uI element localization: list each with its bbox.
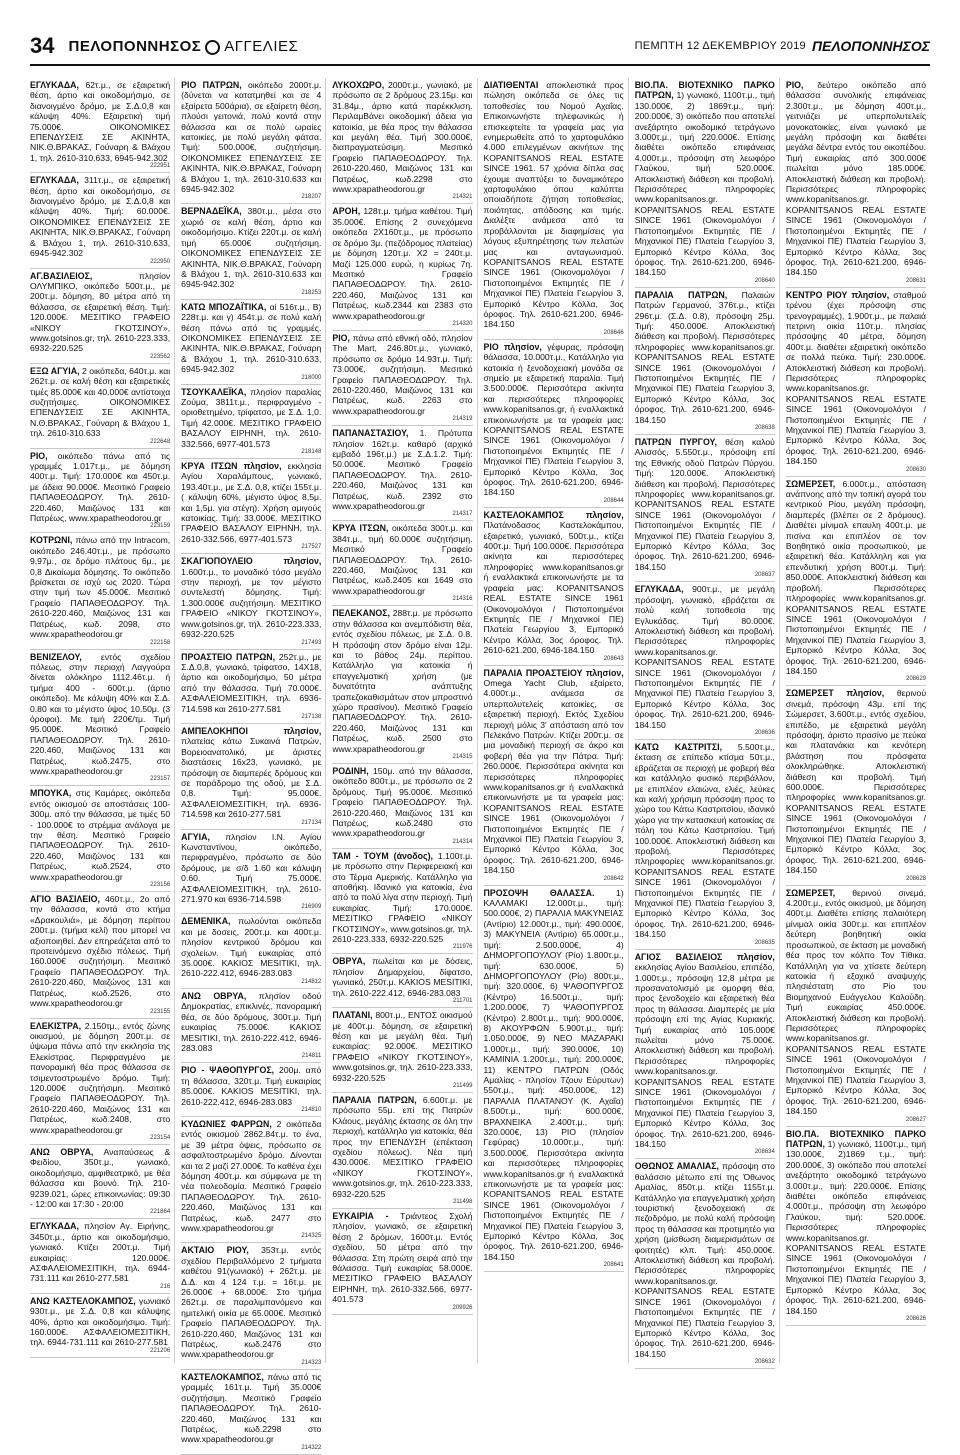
ad-code: 214315 xyxy=(452,753,473,760)
ad-body: πάνω από εθνική οδό, πλησίον The Mart, 246.80τ.μ., γωνιακό, πρόσωπο σε δρόμο 14.93τ.μ. Τιμή: 73.000€, συζητήσιμη. Μεσιτικό Γραφείο ΠΑΠΑΘΕΟΔΩΡΟΥ. Τηλ. 2610-220.460, Μαιζώνος 131 και Πατρέως, κωδ. 2263 στο www.xpapatheodorou.gr xyxy=(332,332,473,416)
ad-body: 6.000τ.μ., απόσταση ανάπνοης από την τοπική αγορά του κεντρικού Ρίου, μεγάλη πρόσοψη, διαμπερές (βλέπει σε 2 δρόμους). Διαθέτει μίνιμαλ επαυλη 400τ.μ. με πισίνα και επιπλέον σε τον Βοηθητικό οικία προσωπικού, με εξαιρετική θέα. Κατάλληλη και για επενδυτική χρήση 800τ.μ. Τιμή: 850.000€. Αποκλειστική διάθεση και προβολή. Περισσότερες πληροφορίες www.kopanitsanos.gr. KOPANITSANOS REAL ESTATE SINCE 1961 (Οικονομολόγοι / Πιστοποιημένοι Εκτιμητές ΠΕ / Μηχανικοί ΠΕ) Πλατεία Γεωργίου 3, Εμπορικό Κέντρο Κόλλα, 3ος όροφος. Τηλ. 2610-621.200, 6946-184.150 xyxy=(785,478,927,676)
ad-title: ΟΘΩΝΟΣ ΑΜΑΛΙΑΣ, xyxy=(634,1161,720,1172)
ad-body: 460τ.μ., 2ο από την θάλασσα, κοντά στο κτήμα «Δρακουλιά», με δόμηση περίπου 200τ.μ. (τμήμα κελί) που μπορεί να αξιοποιηθεί. Δεν επηρεάζεται από το προτεινόμενο σχέδιο πόλεως. Τιμή 160.000€ συζητήσιμη. Μεσιτικό Γραφείο ΠΑΠΑΘΕΟΔΩΡΟΥ. Τηλ. 2610-220.460, Μαιζώνος 131 και Πατρέως, κωδ.2526, στο www.xpapatheodorou.gr xyxy=(30,894,171,1009)
classified-ad xyxy=(181,204,321,299)
ad-title: ΑΓΙΟΣ ΒΑΣΙΛΕΙΟΣ πλησίον, xyxy=(634,951,775,962)
ad-title: ΡΙΟ, xyxy=(785,80,804,90)
classified-ad xyxy=(484,886,624,1273)
ad-title: ΠΡΟΑΣΤΕΙΟ ΠΑΤΡΩΝ, xyxy=(181,651,276,662)
ad-code: 208628 xyxy=(906,875,927,882)
ad-code: 214322 xyxy=(301,1444,322,1451)
ad-code: 208644 xyxy=(603,497,624,504)
ad-title: ΕΛΕΚΙΣΤΡΑ, xyxy=(30,1020,82,1031)
ad-code: 211701 xyxy=(452,998,473,1005)
newspaper-brand-right: ΠΕΛΟΠΟΝΝΗΣΟΣ xyxy=(811,38,930,54)
ad-title: ΚΥΔΩΝΙΕΣ ΦΑΡΡΩΝ, xyxy=(181,1118,272,1129)
ad-code: 211498 xyxy=(452,1199,473,1205)
ad-body: οικόπεδο 2000τ.μ. (δύνεται να κατατμηθεί και σε 4 εξαίρετα 500άρια), σε εξαίρετη θέση, πλούσι γειτονιά, πολύ κοντά στην θάλασσα και σε πολύ ωραίες κατοικίες, με πολύ μεγάλη φάτσα. Τιμή: 500.000€, συζητήσιμη. ΟΙΚΟΝΟΜΙΚΕΣ ΕΠΕΝΔΥΣΕΙΣ ΣΕ ΑΚΙΝΗΤΑ, ΝΙΚ.Θ.ΒΡΑΚΑΣ, Γούναρη & Βλάχου 1, τηλ. 2610-310.633 και 6945-942.302 xyxy=(181,80,322,195)
ad-code: 208634 xyxy=(754,1149,775,1156)
ad-body: Omega Yacht Club, εξαίρετο, 4.000τ.μ., ανάμεσα σε υπερπολυτελείς κατοικίες, σε εξαιρετική περιοχή. Εκτός Σχεδίου περιοχή μόλις 3' απόσταση από τον Πελεκάνο Πατρών. Κτίζει 200τ.μ. σε μια μοναδική περιοχή σε άκρο και φοβερή θέα για την Πάτρα. Τιμή: 260.000€. Περισσότερα ακίνητα και περισσότερες πληροφορίες www.kopanitsanos.gr ή εναλλακτικά επικοινωνήστε με τα γραφεία μας: KOPANITSANOS REAL ESTATE SINCE 1961 (Οικονομολόγοι / Πιστοποιημένοι Εκτιμητές ΠΕ / Μηχανικοί ΠΕ) Πλατεία Γεωργίου 3, Εμπορικό Κέντρο Κόλλα, 3ος όροφος. Τηλ. 2610-621.200, 6946-184.150 xyxy=(483,677,624,876)
ad-body: στις Καμάρες, οικόπεδα εντός οικισμού σε αποστάσεις 100-300μ. από την θάλασσα, με τιμές 50 - 100.000€ το στρέμμα ανάλογα με την θέση. Μεσιτικό Γραφείο ΠΑΠΑΘΕΟΔΩΡΟΥ. Τηλ. 2610-220.460, Μαιζώνος 131 και Πατρέως, κωδ.2524, στο www.xpapatheodorou.gr xyxy=(30,788,171,882)
ad-title: ΛΥΚΟΧΩΡΟ, xyxy=(332,80,385,90)
ad-title: ΑΝΩ ΚΑΣΤΕΛΟΚΑΜΠΟΣ, xyxy=(30,1295,136,1306)
ad-title: ΔΙΑΤΙΘΕΝΤΑΙ xyxy=(483,80,539,90)
ad-body: θέση καλού Αλισσός, 5.550τ.μ., πρόσοψη επί της Εθνικής οδού Πατρών Πύργου. Τιμή: 120.000€. Αποκλειστική διάθεση και προβολή. Περισσότερες πληροφορίες www.kopanitsanos.gr. KOPANITSANOS REAL ESTATE SINCE 1961 (Οικονομολόγοι / Πιστοποιημένοι Εκτιμητές ΠΕ / Μηχανικοί ΠΕ) Πλατεία Γεωργίου 3, Εμπορικό Κέντρο Κόλλα, 3ος όροφος. Τηλ. 2610-621.200, 6946-184.150 xyxy=(634,437,775,572)
ad-body: 1) γωνιακό, 1100τ.μ., τιμή 130.000€, 2) 1869τ.μ., τιμή: 200.000€, 3) οικόπεδο που αποτελεί ανεξάρτητο οικοδομικό τετράγωνο 3.000τ.μ., τιμή 220.000€. Επίσης διαθέτει οικόπεδο επιφάνειας 4.000τ.μ., πρόσοψη στη λεωφόρο Γλαύκου, τιμή 520.000€. Αποκλειστική διάθεση και προβολή. Περισσότερες πληροφορίες www.kopanitsanos.gr. KOPANITSANOS REAL ESTATE SINCE 1961 (Οικονομολόγοι / Πιστοποιημένοι Εκτιμητές ΠΕ / Μηχανικοί ΠΕ) Πλατεία Γεωργίου 3, Εμπορικό Κέντρο Κόλλα, 3ος όροφος. Τηλ. 2610-621.200, 6946-184.150 xyxy=(634,90,775,278)
classified-ad xyxy=(30,173,170,268)
ad-code: 208635 xyxy=(754,939,775,946)
classified-ad xyxy=(30,1145,170,1219)
ad-code: 208642 xyxy=(603,875,624,882)
ad-code: 214314 xyxy=(452,838,473,845)
ad-title: ΠΑΡΑΛΙΑ ΠΡΟΑΣΤΕΙΟΥ πλησίον, xyxy=(483,667,624,678)
ad-code: 214316 xyxy=(452,596,473,603)
ad-title: ΔΕΜΕΝΙΚΑ, xyxy=(181,916,231,927)
ad-body: 6.600τ.μ. με πρόσωπο 55μ. επί της Πατρών Κλάους, μεγάλης έκτασης σε όλη την περιοχή, κατάλληλο για κατοικία, θέα προς την ΕΠΕΝΔΥΣΗ (επέκταση σχεδίου πόλεως). Νέα τιμή 430.000€. ΜΕΣΙΤΙΚΟ ΓΡΑΦΕΙΟ «ΝΙΚΟΥ ΓΚΟΤΣΙΝΟΥ», www.gotsinos.gr, τηλ. 2610-223.333, 6932-220.525 xyxy=(332,1094,473,1199)
ad-title: ΒΙΟ.ΠΑ. ΒΙΟΤΕΧΝΙΚΟ ΠΑΡΚΟ ΠΑΤΡΩΝ, xyxy=(785,1128,927,1149)
classified-ad xyxy=(181,1117,321,1243)
ad-title: ΡΙΟ ΠΑΤΡΩΝ, xyxy=(181,80,242,90)
classified-ad xyxy=(30,78,170,173)
ad-body: 2000τ.μ., γωνιακό, με πρόσωπο σε 2 δρόμους 23.15μ. και 31.84μ., άρτιο κατά παρέκκλιση. ΠεριλαμΒάνει οικοδομική άδεια για κατοικία, με θέα προς την θάλασσα και μεγάλη θέα. Τιμή 300.000€, διαπραγματεύσιμη. Μεσιτικό Γραφείο ΠΑΠΑΘΕΟΔΩΡΟΥ. Τηλ. 2610-220.460, Μαιζώνος 131 και Πατρέως, κωδ.2298 στο www.xpapatheodorou.gr xyxy=(332,80,473,195)
classified-ad xyxy=(635,288,775,435)
ad-body: 900τ.μ., με μεγάλη πρόσοψη, γωνιακό, εβράζεται σε πολύ καλή τοποθεσία της Εγλυκάδας. Τιμή 80.000€. Αποκλειστική διάθεση και προβολή. Περισσότερες πληροφορίες www.kopanitsanos.gr. KOPANITSANOS REAL ESTATE SINCE 1961 (Οικονομολόγοι / Πιστοποιημένοι Εκτιμητές ΠΕ / Μηχανικοί ΠΕ) Πλατεία Γεωργίου 3, Εμπορικό Κέντρο Κόλλα, 3ος όροφος. Τηλ. 2610-621.200, 6946-184.150 xyxy=(634,584,775,730)
classified-ad xyxy=(181,459,321,554)
ad-code: 214811 xyxy=(301,1053,322,1060)
ad-body: 150μ. από την θάλασσα, οικόπεδο 800τ.μ., με πρόσωπο σε 2 δρόμους. Τιμή 95.000€. Μεσιτικό Γραφείο ΠΑΠΑΘΕΟΔΩΡΟΥ. Τηλ. 2610-220.460, Μαιζώνος 131 και Πατρέως, κωδ.2480 στο www.xpapatheodorou.gr xyxy=(332,765,473,839)
ad-code: 222950 xyxy=(150,258,171,265)
ad-code: 211976 xyxy=(452,944,473,951)
ad-body: δεύτερο οικόπεδο από θάλασσα συνολικής επιφάνειας 2.300τ.μ., με δόμηση 400τ.μ., γειτνιάζει με υπερπολυτελείς μονοκατοικίες, είναι γωνιακό με μεγάλη πρόσοψη και διαθέτει μεγάλα δέντρα εντός του οικοπέδου. Τιμή ευκαιρίας από 300.000€ πωλείται μόνο 185.000€. Αποκλειστική διάθεση και προβολή. Περισσότερες πληροφορίες www.kopanitsanos.gr. KOPANITSANOS REAL ESTATE SINCE 1961 (Οικονομολόγοι / Πιστοποιημένοι Εκτιμητές ΠΕ / Μηχανικοί ΠΕ) Πλατεία Γεωργίου 3, Εμπορικό Κέντρο Κόλλα, 3ος όροφος. Τηλ. 2610-621.200, 6946-184.150 xyxy=(785,80,927,278)
ad-title: ΠΑΡΑΛΙΑ ΠΑΤΡΩΝ, xyxy=(634,289,728,300)
classified-ad xyxy=(332,426,472,521)
ad-title: ΑΝΩ ΟΒΡΥΑ, xyxy=(181,990,247,1001)
ad-body: 2 οικόπεδα, 640τ.μ. και 262τ.μ. σε καλή θέση και εξαιρετικές τιμές 85.000€ και 40.000€ αντίστοιχα συζητήσιμες. ΟΙΚΟΝΟΜΙΚΕΣ ΕΠΕΝΔΥΣΕΙΣ ΣΕ ΑΚΙΝΗΤΑ, Ν.Θ.ΒΡΑΚΑΣ, Γούναρη & Βλάχου 1, τηλ. 2610-310.633 xyxy=(30,365,171,439)
column-3 xyxy=(332,78,477,1363)
classified-ad xyxy=(786,686,926,885)
ad-code: 208637 xyxy=(754,572,775,579)
classified-ad xyxy=(484,340,624,508)
ad-body: πάνω από τις γραμμές 161τ.μ. Τιμή 35.000€ συζητήσιμη. Μεσιτικό Γραφείο ΠΑΠΑΘΕΟΔΩΡΟΥ. Τηλ. 2610-220.460, Μαιζώνος 131 και Πατρέως, κωδ.2298 στο www.xpapatheodorou.gr xyxy=(181,1371,322,1445)
ad-code: 208638 xyxy=(754,425,775,431)
ad-title: ΣΚΑΓΙΟΠΟΥΛΕΙΟ πλησίον, xyxy=(181,556,322,567)
ad-code: 222158 xyxy=(150,639,171,646)
ad-code: 208641 xyxy=(603,1262,624,1269)
ad-title: ΕΓΛΥΚΑΔΑ, xyxy=(30,1221,79,1232)
brand-circle-icon xyxy=(205,40,220,55)
classified-ad xyxy=(30,1019,170,1145)
header-right xyxy=(635,38,930,54)
ad-title: ΠΛΑΤΑΝΙ, xyxy=(332,1010,373,1021)
classified-ad xyxy=(332,78,472,204)
ad-body: 2.150τμ., εντός ζώνης οικισμού, με δόμηση 200τ.μ. σε ύψωμα πάνω από την εκκλησία της Ελεκίστρας. Περιφραγμένο με πανοραμική θέα προς θάλασσα σε τσιμεντοστρωμένο δρόμο. Τιμή: 120.000€ συζητήσιμη. Μεσιτικό Γραφείο ΠΑΠΑΘΕΟΔΩΡΟΥ. Τηλ. 2610-220.460, Μαιζώνος 131 και Πατρέως, κωδ.2408, στο www.xpapatheodorou.gr xyxy=(30,1020,171,1135)
ad-code: 208627 xyxy=(906,1116,927,1123)
ad-body: πλησίον Αγ. Ειρήνης, 3450τ.μ., άρτιο και οικοδομήσιμο, γωνιακό. Κτίζει 200τ.μ. Τιμή ευκαιρίας: 120.000€. ΑΣΦΑΛΕΙΟΜΕΣΙΤΙΚΗ, τηλ. 6944-731.111 και 2610-277.581 xyxy=(30,1221,171,1284)
column-2 xyxy=(181,78,326,1451)
ad-title: ΠΑΡΑΛΙΑ ΠΑΤΡΩΝ, xyxy=(332,1094,417,1105)
ad-body: εκκλησία Αγίου Χαραλάμπους, γωνιακό, 193.40τ.μ., με Σ.Δ. 0,8, κτίζει 155τ.μ. ( κάλυψη 60%, μέγιστο ύψος 8,5μ. και 1,5μ. για στέγη). Χρήση αμιγούς κατοικίας. Τιμή: 33.000€. ΜΕΣΙΤΙΚΟ ΓΡΑΦΕΙΟ ΒΑΣΑΛΟΥ ΕΙΡΗΝΗ, τηλ. 2610-332.566, 6977-401.573 xyxy=(181,461,322,544)
ad-title: ΠΕΛΕΚΑΝΟΣ, xyxy=(332,608,390,619)
ad-title: ΡΙΟ, xyxy=(30,450,48,461)
ad-code: 208636 xyxy=(754,729,775,736)
ad-code: 208630 xyxy=(906,466,927,473)
ad-code: 223562 xyxy=(150,353,171,360)
ad-title: ΟΒΡΥΑ, xyxy=(332,956,366,967)
ad-body: θερινού σινεμά, πρόσοψη 43μ. επί της Σώμερσετ, 3.600τ.μ., εντός σχεδίου, επιπέδο, με εξαιρετικά μεγάλη πρόσοψη, άριστο πρασίνο με πεύκα και πλατανάκια και κενότερη βλάστηση που πρόσφατα ολοκληρώθηκε. Αποκλειστική διάθεση και προβολή. Τιμή 600.000€. Περισσότερες πληροφορίες www.kopanitsanos.gr. KOPANITSANOS REAL ESTATE SINCE 1961 (Οικονομολόγοι / Πιστοποιημένοι Εκτιμητές ΠΕ / Μηχανικοί ΠΕ) Πλατεία Γεωργίου 3, Εμπορικό Κέντρο Κόλλα, 3ος όροφος. Τηλ. 2610-621.200, 6946-184.150 xyxy=(785,688,927,876)
ad-title: ΤΣΟΥΚΑΛΕΪΚΑ, xyxy=(181,386,247,397)
ad-title: ΕΥΚΑΙΡΙΑ - xyxy=(332,1211,389,1221)
classified-ad xyxy=(635,1159,775,1369)
classified-ad xyxy=(181,78,321,204)
classified-ad xyxy=(332,764,472,849)
ad-body: πλησίον παραλίας Ζούμα, 3811τ.μ., περιφραγμένο - οριοθετημένο, τρίφατσο, με Σ.Δ. 1,0. Τιμή 42.000€. ΜΕΣΙΤΙΚΟ ΓΡΑΦΕΙΟ ΒΑΣΑΛΟΥ ΕΙΡΗΝΗ, τηλ. 2610-332.566, 6977-401.573 xyxy=(181,386,322,449)
ad-body: Πλατάνοδασος Καστελοκάμπου, εξαιρετικό, γωνιακό, 500τ.μ., κτίζει 400τ.μ. Τιμή 100.000€. Περισσότερα ακίνητα και περισσότερες πληροφορίες www.kopanitsanos.gr ή εναλλακτικά επικοινωνήστε με τα γραφεία μας: KOPANITSANOS REAL ESTATE SINCE 1961 (Οικονομολόγοι / Πιστοποιημένοι Εκτιμητές ΠΕ / Μηχανικοί ΠΕ) Πλατεία Γεωργίου 3, Εμπορικό Κέντρο Κόλλα, 3ος όροφος. Τηλ. 2610-621.200, 6946-184.150 xyxy=(483,520,624,656)
ad-code: 214812 xyxy=(301,978,322,985)
ad-title: ΚΑΣΤΕΛΟΚΑΜΠΟΣ, xyxy=(181,1371,264,1382)
ad-title: ΑΝΩ ΟΒΡΥΑ, xyxy=(30,1146,94,1157)
ad-body: 353τ.μ. εντός σχεδίου Περιβαλλόμενο 2 τμήματα καθέτου 91(γωνιακό) + 262τ.μ. με Δ.Δ. και 4 124 τ.μ. = 16τ.μ. με 26.000€ + 68.000€. Στο τμήμα 262τ.μ. σε παραλιμπανόμενο και ημιτελική οικία με 65.000€. Μεσιτικό Γραφείο ΠΑΠΑΘΕΟΔΩΡΟΥ. Τηλ. 2610-220.460, Μαιζώνος 131 και Πατρέως, κωδ.2476 στο www.xpapatheodorou.gr xyxy=(181,1245,322,1360)
ad-code: 208643 xyxy=(603,655,624,662)
ad-code: 216909 xyxy=(301,904,322,911)
ad-title: ΡΙΟ πλησίον, xyxy=(483,341,542,352)
classified-ad xyxy=(30,1219,170,1293)
ad-body: 128τ.μ. τμήμα καθέτου. Τιμή 35.000€. Επίσης 2 συνεχόμενα οικόπεδα 2Χ160τ.μ., με πρόσωπο σε δρόμο 3μ. (πεζόδρομος πλατείας) με δόμηση 120τ.μ. Χ2 = 240τ.μ. Μαζί 125.000 ευρώ, η κυρίως 7η. Μεσιτικό Γραφείο ΠΑΠΑΘΕΟΔΩΡΟΥ. Τηλ. 2610-220.460, Μαιζώνος 131 και Πατρέως, κωδ.2344 και 2383 στο www.xpapatheodorou.gr xyxy=(332,206,473,321)
ad-code: 214317 xyxy=(452,511,473,518)
ad-body: θερινού σινεμά, 4.200τ.μ., εντός οικισμού, με δόμηση 400τ.μ. Διαθέτει επίσης παλαιότερη μίνιμαλ οικία 300τ.μ. και επιπλέον δεύτερη βοηθητική οικία προσωπικού, σε έκταση με μοναδική θέα προς τον κόλπο Τον Τίθικα. Κατάλληλη για να χτίσετε δεύτερη κατοικία ή εξοχικό αναψυχής πλησιέστατη στο Ρίο του Βιομηχανού Ευάγγελου Καλούδη. Τιμή ευκαιρίας 450.000€. Αποκλειστική διάθεση και προβολή. Περισσότερες πληροφορίες www.kopanitsanos.gr. KOPANITSANOS REAL ESTATE SINCE 1961 (Οικονομολόγοι / Πιστοποιημένοι Εκτιμητές ΠΕ / Μηχανικοί ΠΕ) Πλατεία Γεωργίου 3, Εμπορικό Κέντρο Κόλλα, 3ος όροφος. Τηλ. 2610-621.200, 6946-184.150 xyxy=(785,887,927,1117)
ad-body: πλησίον οδού Δημοκρατίας, επικλινές, πανοραμική θέα, σε δύο δρόμους, 300τ.μ. Τιμή ευκαιρίας 75.000€. ΚΑΚΙΟΣ MESITIKI, τηλ. 2610-222.412, 6946-283.083 xyxy=(181,990,322,1053)
ad-title: ΠΡΟΣΟΨΗ ΘΑΛΑΣΣΑ. xyxy=(483,887,595,898)
ad-body: 1.100τ.μ. με πρόσωπο στην Περιφερειακή και στο Τέρμα Αμερικής. Κατάλληλο για αποθήκη. Ιδανικό για κατοικία, ένα από τα πολύ λίγα στην περιοχή. Τιμή ευκαιρίας. Τιμή: 170.000€. ΜΕΣΙΤΙΚΟ ΓΡΑΦΕΙΟ «ΝΙΚΟΥ ΓΚΟΤΣΙΝΟΥ», www.gotsinos.gr, τηλ. 2610-223.333, 6932-220.525 xyxy=(332,850,473,945)
ad-code: 217527 xyxy=(301,544,322,551)
classified-ad xyxy=(30,533,170,649)
ad-body: πρόσοψη στο θαλάσσιο μέτωπο επί της Όθωνος Αμαλίας, 850τ.μ. κτίζει 1155τ.μ. Κατάλληλο για επαγγελματική χρήση τουριστική ξενοδοχειακή σε πεζοδρόμο, με πολύ καλή πρόσοψη προς τη θάλασσα και προτιμητέο για χρήση (μίσθωση διαμερισμάτων σε φοιτητές) κλπ. Τιμή: 450.000€. Αποκλειστική διάθεση και προβολή. Περισσότερες πληροφορίες www.kopanitsanos.gr. KOPANITSANOS REAL ESTATE SINCE 1961 (Οικονομολόγοι / Πιστοποιημένοι Εκτιμητές ΠΕ / Μηχανικοί ΠΕ) Πλατεία Γεωργίου 3, Εμπορικό Κέντρο Κόλλα, 3ος όροφος. Τηλ. 2610-621.200, 6946-184.150 xyxy=(634,1161,775,1359)
ad-code: 211499 xyxy=(452,1082,473,1089)
ad-body: αποκλειστικά προς πώληση οικόπεδα σε όλες τις τοποθεσίες του Νομού Αχαΐας. Επικοινωνήστε τηλεφωνικώς ή επισκεφτείτε τα γραφεία μας για ενημερωθείτε από το χαρτοφυλάκιο 4.000 επιλεγμένων ακινήτων της KOPANITSANOS REAL ESTATE SINCE 1961. 57 χρόνια δίπλα σας έχουμε αναπτύξει το δυναμικότερο χαρτοφυλάκιο όπου καλύπτει οποιαδήποτε ζήτηση τοποθεσίας, ποιότητας, απόδοσης και τιμής. Διαλέξτε ανάμεσα από τα προβάλλονται με διαφημίσεις για λόγους εξυπηρέτησης των πελατών μας και ανταγωνισμού. KOPANITSANOS REAL ESTATE SINCE 1961 (Οικονομολόγοι / Πιστοποιημένοι Εκτιμητές ΠΕ / Μηχανικοί ΠΕ) Πλατεία Γεωργίου 3, Εμπορικό Κέντρο Κόλλα, 3ος όροφος. Τηλ. 2610-621.200, 6946-184.150 xyxy=(483,80,624,330)
ad-code: 214325 xyxy=(301,1233,322,1240)
ad-code: 222648 xyxy=(150,438,171,445)
ad-title: ΒΕΝΙΖΕΛΟΥ, xyxy=(30,651,82,662)
classified-ad xyxy=(332,606,472,764)
ad-body: 1) γωνιακό, 1100τ.μ., τιμή 130.000€, 2)1869 τ.μ., τιμή: 200.000€, 3) οικόπεδο που αποτελεί ανεξάρτητο οικοδομικό τετράγωνο 3.000τ.μ., τιμή: 220.000€. Επίσης διαθέτει οικόπεδο επιφάνειας 4.000τ.μ., πρόσοψη στη λεωφόρο Γλαύκου, τιμή: 520.000€. Περισσότερες πληροφορίες www.kopanitsanos.gr. KOPANITSANOS REAL ESTATE SINCE 1961 (Οικονομολόγοι / Πιστοποιημένοι Εκτιμητές ΠΕ / Μηχανικοί ΠΕ) Πλατεία Γεωργίου 3, Εμπορικό Κέντρο Κόλλα, 3ος όροφος. Τηλ. 2610-621.200, 6946-184.150 xyxy=(785,1139,927,1316)
ad-title: ΚΑΣΤΕΛΟΚΑΜΠΟΣ πλησίον, xyxy=(483,509,624,520)
ad-body: 1) ΚΑΛΑΜΑΚΙ 12.000τ.μ., τιμή: 500.000€, 2) ΠΑΡΑΛΙΑ ΜΑΚΥΝΕΙΑΣ (Αντίριο) 12.000τ.μ., τιμή: 490.000€, 3) ΜΑΚΥΝΕΙΑ (Αντίριο) 65.000τ.μ., τιμή: 2.500.000€, 4) ΔΗΜΟΡΓΟΠΟΥΛΟΥ (Ρίο) 1.800τ.μ., τιμή: 630.000€, 5) ΔΗΜΟΡΓΟΠΟΥΛΟΥ (Ρίο) 800τ.μ., τιμή: 320.000€, 6) ΨΑΘΟΠΥΡΓΟΣ (Κέντρο) 16.500τ.μ., τιμή: 1.200.000€, 7) ΨΑΘΟΠΥΡΓΟΣ (Κέντρο) 2.800τ.μ., τιμή: 900.000€, 8) ΑΚΟΥΡΦΩΝ 5.900τ.μ., τιμή: 1.050.000€, 9) ΝΕΟ ΜΑΖΑΡΑΚΙ 1.000τ.μ., τιμή: 390.000€, 10) ΚΑΜΙΝΙΑ 1.200τ.μ., τιμή: 200.000€, 11) ΚΕΝΤΡΟ ΠΑΤΡΩΝ (Οδός Αμαλίας - πλησίον Τζουν Εύρυτων) 550τ.μ., τιμή: 450.000€, 12) ΠΑΡΑΛΙΑ ΠΛΑΤΑΝΟΥ (Κ. Αχαΐα) 8.500τ.μ., τιμή: 600.000€, ΒΡΑΧΝΕΙΚΑ 2.400τ.μ., τιμή: 320.000€, 13) ΡΙΟ (πλησίον Γεφύρας) 10.000τ.μ., τιμή: 3.500.000€. Περισσότερα ακίνητα και περισσότερες πληροφορίες www.kopanitsanos.gr ή εναλλακτικά επικοινωνήστε με τα γραφεία μας: KOPANITSANOS REAL ESTATE SINCE 1961 (Οικονομολόγοι / Πιστοποιημένοι Εκτιμητές ΠΕ / Μηχανικοί ΠΕ) Πλατεία Γεωργίου 3, Εμπορικό Κέντρο Κόλλα, 3ος όροφος. Τηλ. 2610-621.200, 6946-184.150 xyxy=(483,887,624,1262)
ad-body: πλατείας κάτω Συκαινά Πατρών, Βορειοανατολικό, με άριστες διαστάσεις 16x23, γωνιακό, με πρόσοψη σε διαμπερές δρόμους και σε παράδρομο της οδού, με Σ.Δ. 0,8. Τιμή: 95.000€. ΑΣΦΑΛΕΙΟΜΕΣΙΤΙΚΗ, τηλ. 6936-714.598 και 2610-277.581 xyxy=(181,736,322,820)
ad-code: 217493 xyxy=(301,639,322,646)
ad-code: 208646 xyxy=(603,329,624,336)
ad-code: 214321 xyxy=(452,194,473,201)
classified-ad xyxy=(635,740,775,950)
classified-ad xyxy=(30,892,170,1018)
ad-code: 218207 xyxy=(301,194,322,201)
ad-body: εντός σχεδίου πόλεως, στην περιοχή Λαγγούρα δίνεται ολόκληρο 1112.46τ.μ. ή τμήμα 400 - 600τ.μ. (άρτιο οικόπεδο). Με κάλυψη 40% και Σ.Δ. 0.80 και το μέγιστο ύψος 10.50μ. (3 όροφοι). Με τιμή 220€/τμ. Τιμή 95.000€. Μεσιτικό Γραφείο ΠΑΠΑΘΕΟΔΩΡΟΥ. Τηλ. 2610-220.460, Μαιζώνος 131 και Πατρέως, κωδ.2475, στο www.xpapatheodorou.gr xyxy=(30,651,171,776)
ad-code: 208631 xyxy=(906,277,927,284)
ad-body: σταθμού τρένου (έχει πρόσοψη στις τρενογραμμές), 1.900τ.μ., με παλαιά πετρινη οικία 110τ.μ. πλησίας πρόσοψης 40 μέτρα, δόμηση 400τ.μ. διαθέτει εξαιρετική οικόπεδο σε πολλά πεύκα. Τιμή: 230.000€. Αποκλειστική διάθεση και προβολή. Περισσότερες πληροφορίες www.kopanitsanos.gr. KOPANITSANOS REAL ESTATE SINCE 1961 (Οικονομολόγοι / Πιστοποιημένοι Εκτιμητές ΠΕ / Μηχανικοί ΠΕ) Πλατεία Γεωργίου 3, Εμπορικό Κέντρο Κόλλα, 3ος όροφος. Τηλ. 2610-621.200, 6946-184.150 xyxy=(785,289,927,467)
ad-body: 1.600τ.μ., το μοναδικό τόσο μεγάλο στην περιοχή, με τον μέγιστο συντελεστή δόμησης. Τιμή: 1.300.000€ συζητήσιμη. ΜΕΣΙΤΙΚΟ ΓΡΑΦΕΙΟ «ΝΙΚΟΥ ΓΚΟΤΣΙΝΟΥ», www.gotsinos.gr, τηλ. 2610-223.333, 6932-220.525 xyxy=(181,566,322,640)
ad-title: ΡΙΟ - ΨΑΘΟΠΥΡΓΟΣ, xyxy=(181,1065,275,1076)
page-number: 34 xyxy=(30,33,55,58)
ad-body: οικόπεδο πάνω από τις γραμμές 1.017τ.μ., με δόμηση 400τ.μ. Τιμή: 170.000€ και 450τ.μ. με άδεια 90.000€. Μεσιτικό Γραφείο ΠΑΠΑΘΕΟΔΩΡΟΥ. Τηλ. 2610-220.460, Μαιζώνος 131 και Πατρέως, www.xpapatheodorou.gr xyxy=(30,450,171,524)
page-header xyxy=(30,30,930,62)
ad-body: 311τ.μ., σε εξαιρετική θέση, άρτιο και οικοδομήσιμο, σε διανοιγμένο δρόμο, με Σ.Δ.0,8 και κάλυψη 40%. Τιμή: 60.000€. ΟΙΚΟΝΟΜΙΚΕΣ ΕΠΕΝΔΥΣΕΙΣ ΣΕ ΑΚΙΝΗΤΑ, ΝΙΚ.Θ.ΒΡΑΚΑΣ, Γούναρη & Βλάχου 1, τηλ. 2610-310.633, 6945-942.302 xyxy=(30,175,171,259)
classified-ad xyxy=(484,666,624,886)
ad-title: ΑΓΙΟ ΒΑΣΙΛΕΙΟ, xyxy=(30,894,100,905)
classifieds-columns xyxy=(30,78,930,1451)
ad-title: ΣΩΜΕΡΣΕΤ πλησίον, xyxy=(785,688,885,699)
classified-ad xyxy=(181,554,321,649)
classified-ad xyxy=(484,78,624,340)
ad-body: γέφυρας, πρόσοψη θάλασσα, 10.000τ.μ., Κατάλληλο για κατοικία ή ξενοδοχειακή μονάδα σε σημείο με εξαιρετική παραλία. Τιμή 3.500.000€. Περισσότερα ακίνητα και περισσότερες πληροφορίες www.kopanitsanos.gr, ή εναλλακτικά επικοινωνήστε με τα γραφεία μας: KOPANITSANOS REAL ESTATE SINCE 1961 (Οικονομολόγοι / Πιστοποιημένοι Εκτιμητές ΠΕ / Μηχανικοί ΠΕ) Πλατεία Γεωργίου 3, Εμπορικό Κέντρο Κόλλα, 3ος όροφος. Τηλ. 2610-621.200, 6946-184.150 xyxy=(483,341,624,498)
ad-title: ΕΓΛΥΚΑΔΑ, xyxy=(30,175,79,186)
ad-body: 288τ.μ. με πρόσωπο στην θάλασσα και ανεμπόδιστη θέα, εντός σχεδίου πόλεως, με Σ.Δ. 0.8. Η πρόσοψη στον δρόμο είναι 12μ. και το βάθος 24μ. περίπου. Κατάλληλο για κατοικία ή επαγγελματική χρήση (με δυνατότητα ανάπτυξης τραπεζοκαθισμάτων στον μπροστινό χώρο πρασίνου). Μεσιτικό Γραφείο ΠΑΠΑΘΕΟΔΩΡΟΥ. Τηλ. 2610-220.460, Μαιζώνος 131 και Πατρέως, κωδ. 2500 στο www.xpapatheodorou.gr xyxy=(332,608,473,754)
classified-ad xyxy=(30,1294,170,1358)
ad-title: ΚΑΤΩ ΜΠΟΖΑΪΤΙΚΑ, xyxy=(181,301,267,312)
classified-ad xyxy=(635,78,775,288)
ad-body: 200μ. από τη θάλασσα, 320τ.μ. Τιμή ευκαιρίας 85.000€. KAKIOS MESITIKI, τηλ. 2610-222.412, 6946-283.083 xyxy=(181,1065,322,1107)
classified-ad xyxy=(181,1063,321,1117)
ad-code: 214320 xyxy=(452,320,473,327)
ad-title: ΜΠΟΥΚΑ, xyxy=(30,788,72,799)
classified-ad xyxy=(181,989,321,1063)
ad-code: 218253 xyxy=(301,289,322,296)
classified-ad xyxy=(786,886,926,1127)
column-1 xyxy=(30,78,175,1363)
ad-code: 217138 xyxy=(301,713,322,720)
classified-ad xyxy=(635,950,775,1160)
ad-title: ΑΜΠΕΛΟΚΗΠΟΙ πλησίον, xyxy=(181,725,322,736)
ad-code: 221864 xyxy=(150,1209,171,1216)
column-6 xyxy=(786,78,930,1363)
classified-ad xyxy=(30,786,170,892)
classified-ad xyxy=(30,269,170,364)
classified-ad xyxy=(332,204,472,330)
ad-code: 214810 xyxy=(301,1106,322,1113)
classified-ad xyxy=(332,1209,472,1315)
ad-title: ΡΟΔΙΝΗ, xyxy=(332,765,369,776)
classified-ad xyxy=(30,364,170,449)
ad-title: ΠΑΤΡΩΝ ΠΥΡΓΟΥ, xyxy=(634,437,717,447)
ad-title: ΕΓΛΥΚΑΔΑ, xyxy=(30,80,79,90)
ad-body: Τριάντεος Σχολή πλησίον, γωνιακό, σε εξαιρετική θέση 2 δρόμων, 1600τ.μ. Εντός σχεδίου, 50 μέτρα από την θάλασσα. Στη πρώτη σειρά από την θάλασσα. Τιμή ευκαιρίας 58.000€. ΜΕΣΙΤΙΚΟ ΓΡΑΦΕΙΟ ΒΑΣΑΛΟΥ ΕΙΡΗΝΗ, τηλ. 2610-332.566, 6977-401.573 xyxy=(332,1211,473,1305)
classified-ad xyxy=(30,650,170,787)
ad-body: αί 516τ.μ., Β) 228τ.μ. και γ) 454τ.μ. σε πολύ καλή θέση πάνω από τις γραμμές. ΟΙΚΟΝΟΜΙΚΕΣ ΕΠΕΝΔΥΣΕΙΣ ΣΕ ΑΚΙΝΗΤΑ, ΝΙΚ.Θ.ΒΡΑΚΑΣ, Γούναρη & Βλάχου 1, τηλ. 2610-310.633, 6945-942.302 xyxy=(181,301,322,375)
newspaper-brand: ΠΕΛΟΠΟΝΝΗΣΟΣ xyxy=(68,37,202,55)
ad-code: 208632 xyxy=(754,1359,775,1366)
ad-title: ΣΩΜΕΡΣΕΤ, xyxy=(785,478,836,489)
ad-code: 222951 xyxy=(150,163,171,170)
ad-code: 216 xyxy=(160,1283,171,1290)
ad-title: ΤΑΜ - ΤΟΥΜ (άνοδος), xyxy=(332,850,433,861)
ad-code: 218148 xyxy=(301,449,322,455)
ad-body: πωλείται και με δόσεις, πλησίον Δημαρχείου, δίφατσο, γωνιακό, 250τ.μ. KAKIOS MESITIKI, τηλ. 2610-222.412, 6946-283.083 xyxy=(332,956,473,998)
issue-date: ΠΕΜΠΤΗ 12 ΔΕΚΕΜΒΡΙΟΥ 2019 xyxy=(634,40,806,52)
ad-title: ΚΟΤΡΩΝΙ, xyxy=(30,535,73,546)
classified-ad xyxy=(332,521,472,606)
ad-title: ΑΚΤΑΙΟ ΡΙΟΥ, xyxy=(181,1245,249,1256)
ad-title: ΕΓΛΥΚΑΔΑ, xyxy=(634,584,684,595)
classified-ad xyxy=(181,385,321,459)
ad-title: ΑΓΥΙΑ, xyxy=(181,831,210,842)
classified-ad xyxy=(786,78,926,288)
classified-ad xyxy=(181,650,321,724)
ad-code: 208640 xyxy=(754,277,775,284)
ad-title: ΑΓ.ΒΑΣΙΛΕΙΟΣ, xyxy=(30,270,93,281)
classified-ad xyxy=(181,1243,321,1369)
ad-code: 218000 xyxy=(301,374,322,381)
classified-ad xyxy=(332,1093,472,1209)
ad-code: 221206 xyxy=(150,1347,171,1354)
classified-ad xyxy=(786,477,926,687)
ad-body: γωνιακό 930τ.μ., με Σ.Δ. 0,8 και κάλυψης 40%, άρτιο και οικοδομήσιμο. Τιμή: 160.000€. ΑΣΦΑΛΕΙΟΜΕΣΙΤΙΚΗ, τηλ. 6944-731.111 και 2610-277.581 xyxy=(30,1295,171,1348)
ad-title: ΚΑΤΩ ΚΑΣΤΡΙΤΣΙ, xyxy=(634,741,723,752)
ad-title: ΠΑΠΑΝΑΣΤΑΣΙΟΥ, xyxy=(332,428,409,439)
classified-ad xyxy=(181,1370,321,1455)
ad-title: ΕΞΩ ΑΓΥΙΑ, xyxy=(30,365,80,376)
ad-body: 5.500τ.μ., έκταση σε επίπεδο κτίσμα 50τ.μ., εβράζεται σε περιοχή με φοβερή θέα και κατάλληλο φυσικό περιβάλλον, με επιπλέον ελαιώνα, ελιές, λεύκες και καλή χρήσιμη πρόσοψη προς το χώρο του Κάτω Καστριτσίου, ιδανικό χώρο για την κατασκευή κατοικίας σε πόλη του Κάτω Καστριτσίου. Τιμή 100.000€. Αποκλειστική διάθεση και προβολή. Περισσότερες πληροφορίες www.kopanitsanos.gr. KOPANITSANOS REAL ESTATE SINCE 1961 (Οικονομολόγοι / Πιστοποιημένοι Εκτιμητές ΠΕ / Μηχανικοί ΠΕ) Πλατεία Γεωργίου 3, Εμπορικό Κέντρο Κόλλα, 3ος όροφος. Τηλ. 2610-621.200, 6946-184.150 xyxy=(634,741,775,940)
ad-code: 223155 xyxy=(150,1008,171,1015)
ad-code: 223154 xyxy=(150,1134,171,1141)
header-rule xyxy=(30,64,930,66)
ad-body: εκκλησίας Αγίου Βασιλείου, επιπέδο, 1.000τ.μ., πρόσοψη 12,8 μέτρα με προσανατολισμό με ομορφη θέα, προς ξενοδοχείο και εξαιρετική θέα προς τη θάλασσα. Διαμπερές με μία πρόσοψη επί της Αγίας Κυριακής. Τιμή ευκαιρίας από 105.000€ πωλείται μόνο 75.000€. Αποκλειστική διάθεση και προβολή. Περισσότερες πληροφορίες www.kopanitsanos.gr. KOPANITSANOS REAL ESTATE SINCE 1961 (Οικονομολόγοι / Πιστοποιημένοι Εκτιμητές ΠΕ / Μηχανικοί ΠΕ) Πλατεία Γεωργίου 3, Εμπορικό Κέντρο Κόλλα, 3ος όροφος. Τηλ. 2610-621.200, 6946-184.150 xyxy=(634,962,775,1149)
ad-body: 380τ.μ., μέσα στο χωριό σε καλή θέση, άρτιο και οικοδομήσιμο. Κτίζει 220τ.μ. σε καλή τιμή 65.000€ συζητήσιμη. ΟΙΚΟΝΟΜΙΚΕΣ ΕΠΕΝΔΥΣΕΙΣ ΣΕ ΑΚΙΝΗΤΑ, ΝΙΚ.Θ.ΒΡΑΚΑΣ, Γούναρη & Βλάχου 1, τηλ. 2610-310.633 και 6945-942.302 xyxy=(181,206,322,290)
ad-title: ΚΕΝΤΡΟ ΡΙΟΥ πλησίον, xyxy=(785,289,890,300)
ad-code: 208626 xyxy=(906,1315,927,1322)
classified-ad xyxy=(332,331,472,426)
ad-title: ΡΙΟ, xyxy=(332,332,350,343)
ad-body: πωλούνται οικόπεδα και με δοσεις, 200τ.μ. και 400τ.μ. πλησίον κεντρικού δρόμου και σχολείων. Τιμή ευκαιρίας από 35.000€. ΚΑΚΙΟΣ MESITIKI, τηλ. 2610-222.412, 6946-283.083 xyxy=(181,916,322,979)
ad-code: 214319 xyxy=(452,416,473,423)
classified-ad xyxy=(181,914,321,988)
ad-code: 217134 xyxy=(301,819,322,826)
classified-ad xyxy=(181,724,321,830)
classified-ad xyxy=(181,300,321,385)
ad-body: 2 οικόπεδα εντός οικισμού 2862.84τ.μ. το ένα, με 39 μέτρα όψεις, πρόσωπο σε ασφαλτοστρωμένο δρόμο. Δίνονται και τα 2 μαζί 27.000€. Το καθένα έχει δόμηση 400τ.μ. και σύμφωνα με τη νέα πολεοδομία. Μεσιτικό Γραφείο ΠΑΠΑΘΕΟΔΩΡΟΥ. Τηλ. 2610-220.460, Μαιζώνος 131 και Πατρέως, κωδ. 2477 στο www.xpapatheodorou.gr xyxy=(181,1118,322,1233)
classified-ad xyxy=(786,288,926,477)
classified-ad xyxy=(332,954,472,1008)
ad-code: 223156 xyxy=(150,882,171,889)
ad-body: 1. Πρότυπα πλησίον 162τ.μ. καθαρό (αρχικό εμβαδό 196τ.μ.) με Σ.Δ.1.2. Τιμή: 50.000€. Μεσιτικό Γραφείο ΠΑΠΑΘΕΟΔΩΡΟΥ. Τηλ. 2610-220.460, Μαιζώνος 131 και Πατρέως, κωδ. 2392 στο www.xpapatheodorou.gr xyxy=(332,428,473,512)
ad-code: 209926 xyxy=(452,1304,473,1311)
classified-ad xyxy=(786,1127,926,1326)
ad-title: ΚΡΥΑ ΙΤΣΩΝ πλησίον, xyxy=(181,461,282,471)
column-5 xyxy=(634,78,780,1366)
ad-body: πλησίον Ι.Ν. Αγίου Κωνσταντίνου, οικόπεδο, περιφραγμένο, πρόσωπο σε δύο δρόμους, με σ/δ 1.60 και κάλυψη 0.60. Τιμή 75.000€. ΑΣΦΑΛΕΙΟΜΕΣΙΤΙΚΗ, τηλ. 2610-271.970 και 6936-714.598 xyxy=(181,831,322,905)
classified-ad xyxy=(484,508,624,666)
classified-ad xyxy=(635,435,775,582)
ad-body: 252τ.μ., με Σ.Δ.0,8, γωνιακό, τρίφατσο, 14Χ18, άρτιο και οικοδομήσιμο, 50 μέτρα από την θάλασσα. Τιμή 70.000€. ΑΣΦΑΛΕΙΟΜΕΣΙΤΙΚΗ, τηλ. 6936-714.598 και 2610-277.581 xyxy=(181,651,322,714)
ad-body: πάνω από την Intracom, οικόπεδο 246.40τ.μ., με πρόσωπο 9,97μ., σε δρόμο πλάτους 6μ., με 0,8 Δικαίωμα δόμησης. Το οικόπεδο βρίσκεται σε ισχύ ως 2020. Τώρα στην τιμή των 45.000€. Μεσιτικό Γραφείο ΠΑΠΑΘΕΟΔΩΡΟΥ. Τηλ. 2610-220.460, Μαιζώνος 131 και Πατρέως, κωδ. 2098, στο www.xpapatheodorou.gr xyxy=(30,535,171,640)
classified-ad xyxy=(332,1008,472,1093)
ad-title: ΣΩΜΕΡΣΕΤ, xyxy=(785,887,836,898)
section-title: ΑΓΓΕΛΙΕΣ xyxy=(224,37,299,55)
ad-title: ΒΙΟ.ΠΑ. ΒΙΟΤΕΧΝΙΚΟ ΠΑΡΚΟ ΠΑΤΡΩΝ, xyxy=(634,80,775,101)
ad-title: ΒΕΡΝΑΔΕΪΚΑ, xyxy=(181,206,242,217)
ad-body: Παλαιών Πατρών Γερμανού, 376τ.μ., κτίζει 296τ.μ. (Σ.Δ. 0.8), πρόσοψη 25μ. Τιμή: 450.000€. Αποκλειστική διάθεση και προβολή. Περισσότερες πληροφορίες www.kopanitsanos.gr. KOPANITSANOS REAL ESTATE SINCE 1961 (Οικονομολόγοι / Πιστοποιημένοι Εκτιμητές ΠΕ / Μηχανικοί ΠΕ) Πλατεία Γεωργίου 3, Εμπορικό Κέντρο Κόλλα, 3ος όροφος. Τηλ. 2610-621.200, 6946-184.150 xyxy=(634,289,775,425)
ad-code: 214323 xyxy=(301,1359,322,1366)
ad-code: 223157 xyxy=(150,776,171,783)
classified-ad xyxy=(635,582,775,740)
ad-body: οικόπεδα 300τ.μ. και 384τ.μ., τιμή 60.000€ συζητήσιμη. Μεσιτικό Γραφείο ΠΑΠΑΘΕΟΔΩΡΟΥ. Τηλ. 2610-220.460, Μαιζώνος 131 και Πατρέως, κωδ.2405 και 1649 στο www.xpapatheodorou.gr xyxy=(332,523,473,596)
ad-title: ΑΡΟΗ, xyxy=(332,206,361,217)
ad-body: 62τ.μ., σε εξαιρετική θέση, άρτιο και οικοδομήσιμο, σε διανοιγμένο δρόμο, με Σ.Δ.0,8 και κάλυψη 40%. Εξαιρετική τιμή 75.000€. ΟΙΚΟΝΟΜΙΚΕΣ ΕΠΕΝΔΥΣΕΙΣ ΣΕ ΑΚΙΝΗΤΑ, ΝΙΚ.Θ.ΒΡΑΚΑΣ, Γούναρη & Βλάχου 1, τηλ. 2610-310.633, 6945-942.302 xyxy=(30,80,171,163)
ad-body: Αναπαύσεως & Φειδίου, 350τ.μ., γωνιακό, οικοδομήσιμο, αμφιθεατρικό, με θέα θάλασσα και βουνό. Τηλ. 210-9239.021, ώρες επικοινωνίας: 09:30 - 12:00 και 17:30 - 20:00 xyxy=(30,1146,171,1209)
ad-code: 208629 xyxy=(906,676,927,683)
classified-ad xyxy=(30,449,170,534)
ad-code: 223159 xyxy=(150,523,171,530)
ad-body: πλησίον ΟΛΥΜΠΙΚΟ, οικόπεδο 500τ.μ., με 200τ.μ. δόμηση, 80 μέτρα από τη θάλασσα, σε εξαιρετική θέση. Τιμή: 120.000€. ΜΕΣΙΤΙΚΟ ΓΡΑΦΕΙΟ «ΝΙΚΟΥ ΓΚΟΤΣΙΝΟΥ», www.gotsinos.gr, τηλ. 2610-223.333, 6932-220.525 xyxy=(30,270,171,354)
ad-title: ΚΡΥΑ ΙΤΣΩΝ, xyxy=(332,523,389,534)
ad-body: 800τ.μ., ΕΝΤΟΣ οικισμού με 400τ.μ. δόμηση, σε εξαιρετική θέση και με μεγάλη θέα. Τιμή ευκαιρίας: 92.000€. ΜΕΣΙΤΙΚΟ ΓΡΑΦΕΙΟ «ΝΙΚΟΥ ΓΚΟΤΣΙΝΟΥ», www.gotsinos.gr, τηλ. 2610-223.333, 6932-220.525 xyxy=(332,1010,473,1083)
classified-ad xyxy=(332,849,472,955)
classified-ad xyxy=(181,830,321,915)
column-4 xyxy=(484,78,629,1363)
